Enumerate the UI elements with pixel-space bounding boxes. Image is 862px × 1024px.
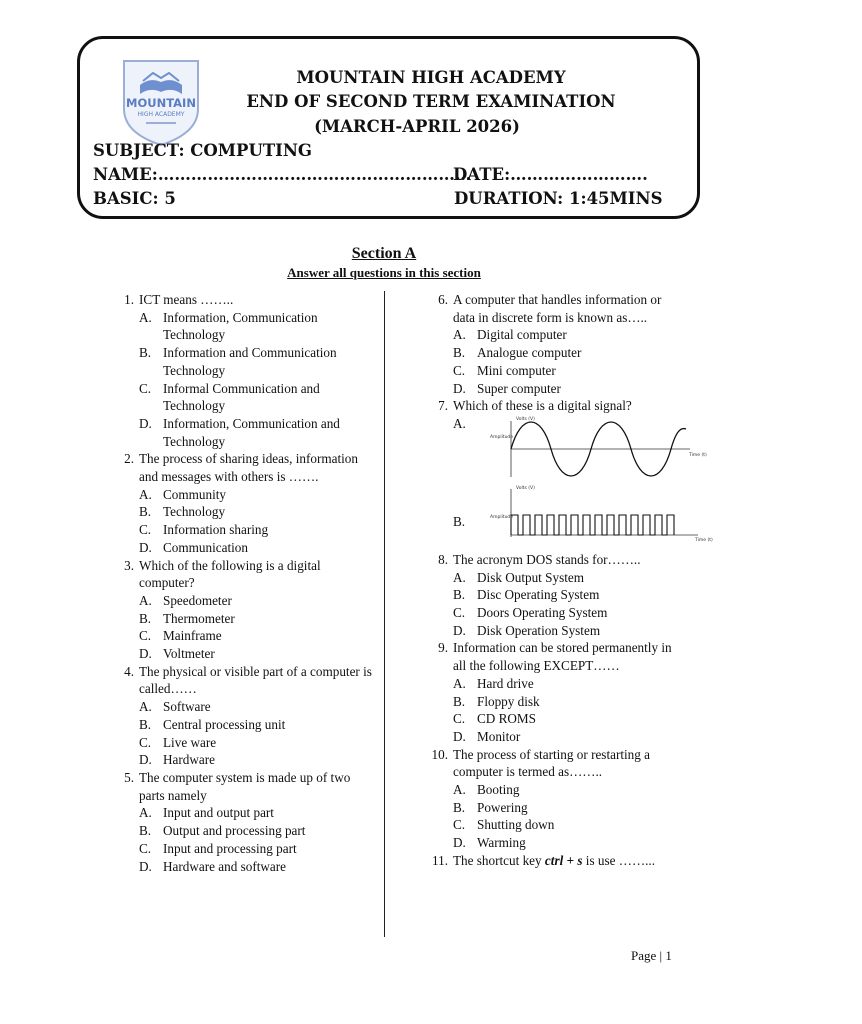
signal-graphs bbox=[490, 416, 720, 545]
option: B. Floppy disk bbox=[453, 693, 540, 709]
question-3: 3. Which of the following is a digital computer? bbox=[124, 557, 321, 591]
option: A. Software bbox=[139, 699, 211, 715]
option: C. Live ware bbox=[139, 734, 217, 750]
option: C. Information sharing bbox=[139, 522, 269, 538]
option: A. Community bbox=[139, 486, 227, 502]
page-number: Page | 1 bbox=[631, 948, 672, 963]
option: A. Hard drive bbox=[453, 675, 534, 691]
school-name: MOUNTAIN HIGH ACADEMY bbox=[296, 68, 566, 87]
svg-text:Volts (V): Volts (V) bbox=[516, 416, 535, 422]
option: C. Informal Communication and Technology bbox=[139, 380, 320, 414]
option: C. Mainframe bbox=[139, 628, 222, 644]
question-9: 9. Information can be stored permanently in all the following EXCEPT…… bbox=[438, 640, 672, 674]
option: B. Thermometer bbox=[139, 610, 235, 626]
option: D. Information, Communication and Technology bbox=[139, 415, 340, 449]
question-10: 10. The process of starting or restarting a computer is termed as…….. bbox=[431, 746, 651, 780]
svg-text:Time (t): Time (t) bbox=[695, 537, 713, 543]
svg-text:Amplitude: Amplitude bbox=[490, 434, 514, 440]
shortcut-key: ctrl + s bbox=[544, 852, 583, 868]
subject-line: SUBJECT: COMPUTING bbox=[93, 141, 313, 160]
option: D. Super computer bbox=[453, 380, 561, 396]
option: C. Input and processing part bbox=[139, 840, 297, 856]
date-line: DATE:……………………. bbox=[453, 165, 648, 184]
basic-line: BASIC: 5 bbox=[93, 189, 176, 208]
question-8: 8. The acronym DOS stands for…….. bbox=[438, 551, 641, 567]
option: B. Central processing unit bbox=[139, 716, 286, 732]
option: B. Technology bbox=[139, 504, 226, 520]
questions-right-column bbox=[424, 291, 713, 870]
column-divider bbox=[384, 291, 385, 937]
question-1: 1. ICT means …….. bbox=[124, 292, 234, 307]
question-2: 2. The process of sharing ideas, information and messages with others is ……. bbox=[124, 451, 358, 485]
option: A. Disk Output System bbox=[453, 569, 584, 585]
option: B. Information and Communication Technology bbox=[139, 345, 337, 378]
option: A. Information, Communication Technology bbox=[139, 309, 318, 343]
signal-figures: A. B. Volts (V) Amplitude Time (t) Volts (V) Amplitude Time (t) bbox=[453, 415, 686, 551]
question-6: 6. A computer that handles information or data in discrete form is known as….. bbox=[438, 292, 662, 325]
section-instruction: Answer all questions in this section bbox=[287, 265, 481, 280]
question-11: 11. The shortcut key ctrl + s is use ……... bbox=[432, 852, 656, 868]
question-5: 5. The computer system is made up of two parts namely bbox=[124, 769, 351, 803]
svg-text:MOUNTAIN: MOUNTAIN bbox=[126, 96, 196, 110]
option: A. Booting bbox=[453, 782, 520, 798]
option: A. Speedometer bbox=[139, 592, 232, 608]
option: B. Powering bbox=[453, 799, 528, 815]
question-7: 7. Which of these is a digital signal? bbox=[438, 398, 632, 414]
option: D. Warming bbox=[453, 835, 526, 851]
option: D. Hardware and software bbox=[139, 858, 287, 874]
name-line: NAME:………………………………………………… bbox=[93, 165, 472, 184]
svg-text:Volts (V): Volts (V) bbox=[516, 485, 535, 491]
svg-text:Amplitude: Amplitude bbox=[490, 514, 514, 520]
duration-line: DURATION: 1:45MINS bbox=[454, 189, 663, 208]
section-title: Section A bbox=[351, 245, 417, 262]
question-4: 4. The physical or visible part of a computer is called…… bbox=[124, 663, 372, 697]
option: C. Shutting down bbox=[453, 817, 555, 833]
digital-signal-graph bbox=[490, 485, 713, 543]
svg-text:Time (t): Time (t) bbox=[689, 452, 707, 458]
svg-text:HIGH ACADEMY: HIGH ACADEMY bbox=[137, 111, 185, 118]
option: D. Communication bbox=[139, 539, 248, 555]
option: D. Disk Operation System bbox=[453, 622, 601, 638]
option: C. CD ROMS bbox=[453, 711, 536, 727]
option: A. Digital computer bbox=[453, 327, 567, 343]
option: C. Mini computer bbox=[453, 362, 556, 378]
exam-period: (MARCH-APRIL 2026) bbox=[314, 117, 520, 136]
option: B. Output and processing part bbox=[139, 823, 306, 839]
option: A. Input and output part bbox=[139, 805, 274, 821]
questions-left-column bbox=[110, 291, 372, 875]
analog-signal-graph bbox=[490, 416, 707, 477]
option: D. Hardware bbox=[139, 752, 215, 768]
exam-title: END OF SECOND TERM EXAMINATION bbox=[246, 92, 616, 111]
option: C. Doors Operating System bbox=[453, 605, 608, 621]
square-wave bbox=[511, 515, 674, 535]
option: B. Analogue computer bbox=[453, 345, 582, 361]
option: D. Monitor bbox=[453, 728, 521, 744]
option: D. Voltmeter bbox=[139, 646, 215, 662]
option: B. Disc Operating System bbox=[453, 587, 600, 603]
